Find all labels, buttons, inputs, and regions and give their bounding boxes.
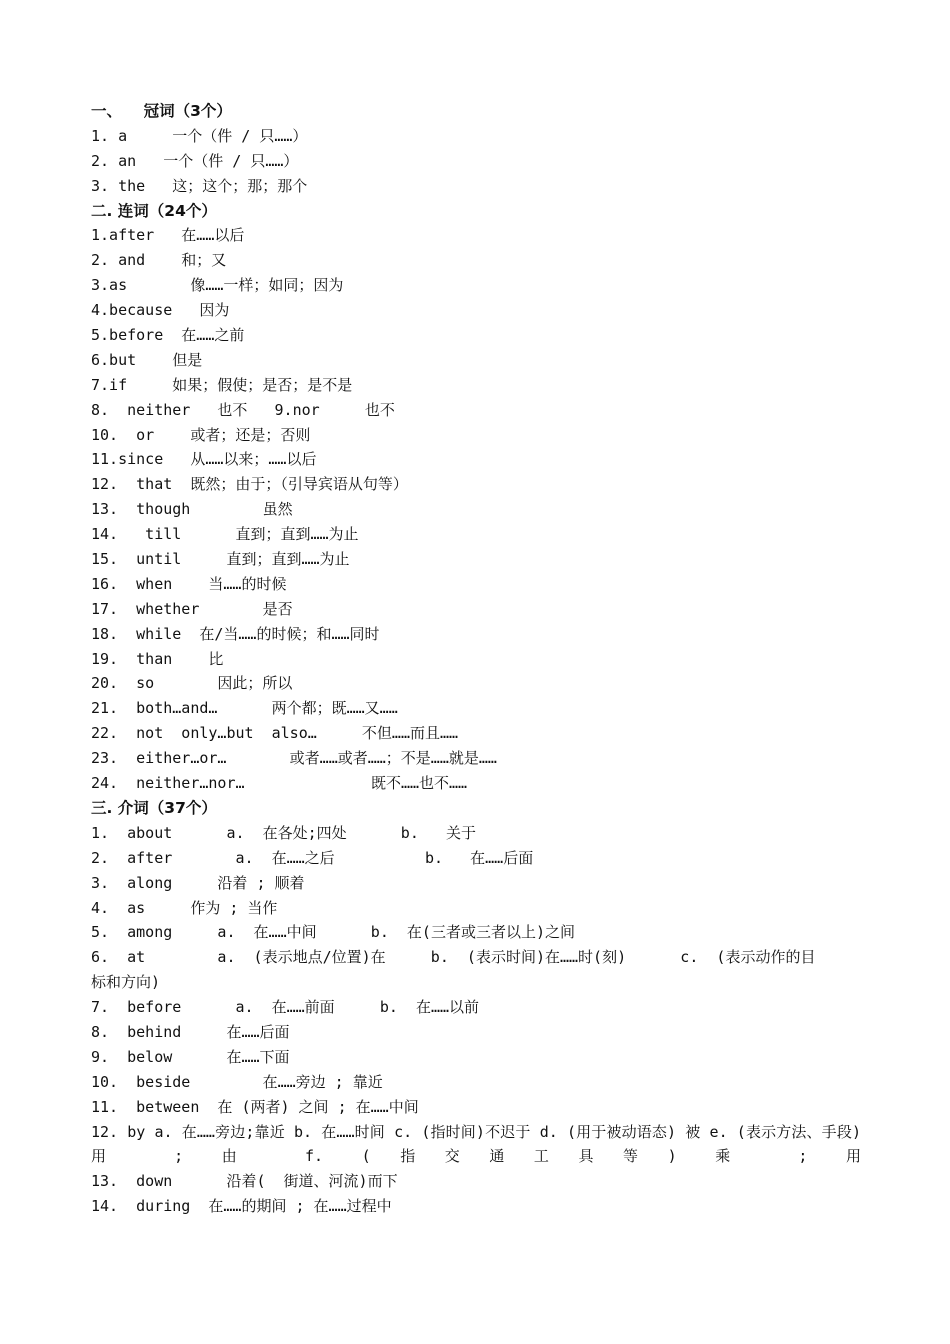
- list-item: 9. below 在……下面: [91, 1047, 290, 1066]
- list-item: 19. than 比: [91, 649, 224, 668]
- list-item: 5. among a. 在……中间 b. 在(三者或三者以上)之间: [91, 923, 575, 942]
- list-item: 15. until 直到；直到……为止: [91, 550, 350, 569]
- list-item: 6.but 但是: [91, 350, 203, 369]
- list-item: 17. whether 是否: [91, 599, 293, 618]
- list-item: 7. before a. 在……前面 b. 在……以前: [91, 998, 480, 1017]
- list-item: 8. neither 也不 9.nor 也不: [91, 400, 395, 419]
- list-item: 10. beside 在……旁边 ; 靠近: [91, 1072, 383, 1091]
- list-item: 5.before 在……之前: [91, 326, 245, 345]
- list-item: 6. at a. (表示地点/位置)在 b. (表示时间)在……时(刻) c. (表示动作的目: [91, 948, 816, 967]
- section-heading-articles: 一、 冠词（3个）: [91, 102, 232, 120]
- section-heading-prepositions: 三. 介词（37个）: [91, 798, 217, 817]
- list-item-by: 12. by a. 在……旁边;靠近 b. 在……时间 c. (指时间)不迟于 d. (用于被动语态) 被 e. (表示方法、手段) 用 ; 由 f. (指交通工具等) 乘 ; 用: [91, 1122, 861, 1166]
- list-item: 12. that 既然；由于；（引导宾语从句等）: [91, 475, 408, 494]
- list-item-continuation: 标和方向): [91, 973, 161, 992]
- section-heading-conjunctions: 二. 连词（24个）: [91, 201, 217, 220]
- list-item: 21. both…and… 两个都；既……又……: [91, 699, 398, 718]
- list-item: 14. during 在……的期间 ; 在……过程中: [91, 1197, 392, 1216]
- list-item: 14. till 直到；直到……为止: [91, 525, 359, 544]
- list-item: 13. down 沿着( 街道、河流)而下: [91, 1172, 398, 1191]
- list-item: 4.because 因为: [91, 301, 230, 320]
- list-item: 13. though 虽然: [91, 500, 293, 519]
- list-item: 1. a 一个（件 / 只……）: [91, 126, 308, 145]
- list-item: 3. the 这；这个；那；那个: [91, 176, 308, 195]
- list-item: 4. as 作为 ; 当作: [91, 898, 278, 917]
- vocabulary-list: [91, 99, 861, 1219]
- list-item: 20. so 因此；所以: [91, 674, 293, 693]
- list-item: 1.after 在……以后: [91, 226, 245, 245]
- list-item: 23. either…or… 或者……或者……；不是……就是……: [91, 749, 497, 768]
- list-item: 22. not only…but also… 不但……而且……: [91, 724, 459, 743]
- list-item: 11. between 在 (两者) 之间 ; 在……中间: [91, 1097, 419, 1116]
- list-item: 24. neither…nor… 既不……也不……: [91, 774, 468, 793]
- list-item: 1. about a. 在各处;四处 b. 关于: [91, 823, 476, 842]
- list-item: 18. while 在/当……的时候；和……同时: [91, 624, 380, 643]
- list-item: 2. and 和；又: [91, 251, 227, 270]
- list-item: 11.since 从……以来；……以后: [91, 450, 317, 469]
- list-item: 8. behind 在……后面: [91, 1022, 290, 1041]
- list-item: 2. after a. 在……之后 b. 在……后面: [91, 848, 534, 867]
- list-item: 7.if 如果；假使；是否；是不是: [91, 375, 353, 394]
- list-item: 16. when 当……的时候: [91, 574, 287, 593]
- list-item: 3. along 沿着 ; 顺着: [91, 873, 305, 892]
- list-item: 2. an 一个（件 / 只……）: [91, 151, 299, 170]
- list-item: 10. or 或者；还是；否则: [91, 425, 311, 444]
- list-item: 3.as 像……一样；如同；因为: [91, 276, 344, 295]
